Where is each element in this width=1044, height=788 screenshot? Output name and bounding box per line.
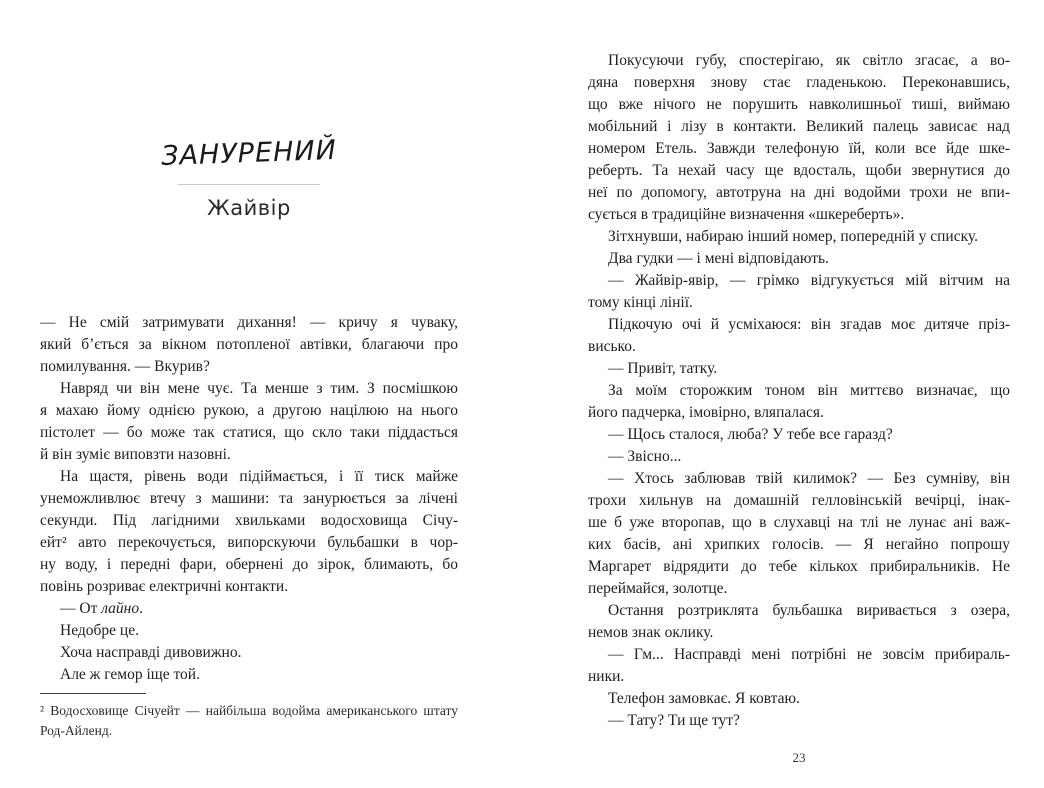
text-line: [40, 598, 458, 620]
text-line: мобільний і лізу в контакти. Великий палець зависає над: [588, 118, 1010, 135]
text-line: сується в традиційне визначення «шкереберть».: [588, 206, 905, 223]
text-line: Підкочую очі й усміхаюся: він згадав моє дитяче пріз-: [608, 316, 1010, 333]
plain-text: — От: [60, 600, 102, 617]
text-line: трохи хильнув на домашній гелловінській вечірці, інак-: [588, 492, 1010, 509]
paragraph: [588, 248, 1010, 270]
text-line: пістолет — бо може так статися, що скло таки піддасться: [40, 424, 458, 441]
text-line: — Гм... Насправді мені потрібні не зовсім прибираль-: [608, 646, 1010, 663]
text-line: Хоча насправді дивовижно.: [60, 644, 242, 661]
text-line: унеможливлює втечу з машини: та занурюється за лічені: [40, 490, 458, 507]
paragraph: [40, 466, 458, 598]
text-line: переймайся, золотце.: [588, 580, 728, 597]
text-line: Маргарет відрядити до тебе кількох прибиральників. Не: [588, 558, 1010, 575]
paragraph: [588, 358, 1010, 380]
text-line: ну воду, і передні фари, обернені до зірок, блимають, бо: [40, 556, 458, 573]
chapter-subtitle: Жайвір: [207, 196, 291, 220]
text-line: ше б уже второпав, що в слухавці на тлі не лунає ані важ-: [588, 514, 1010, 531]
paragraph: [588, 644, 1010, 688]
text-line: й він зуміє виповзти назовні.: [40, 446, 231, 463]
text-line: секунди. Під лагідними хвильками водосховища Січу-: [40, 512, 458, 529]
text-line: — Жайвір-явір, — грімко відгукується мій вітчим на: [608, 272, 1010, 289]
paragraph: [588, 710, 1010, 732]
text-line: Покусуючи губу, спостерігаю, як світло згасає, а во-: [608, 52, 1010, 69]
paragraph: [40, 378, 458, 466]
text-line: — Привіт, татку.: [608, 360, 718, 377]
italic-text: лайно: [101, 600, 140, 617]
text-line: повінь розриває електричні контакти.: [40, 578, 289, 595]
paragraph: [40, 701, 458, 741]
footnote: [40, 693, 458, 741]
text-line: немов знак оклику.: [588, 624, 714, 641]
text-line: Недобре це.: [60, 622, 139, 639]
text-line: Два гудки — і мені відповідають.: [608, 250, 829, 267]
text-line: Але ж гемор іще той.: [60, 666, 200, 683]
text-line: ² Водосховище Січуейт — найбільша водойма американського штату: [40, 703, 458, 718]
paragraph: [588, 380, 1010, 424]
text-line: — Тату? Ти ще тут?: [608, 712, 740, 729]
text-line: Зітхнувши, набираю інший номер, попередній у списку.: [608, 228, 978, 245]
text-line: — Щось сталося, люба? У тебе все гаразд?: [608, 426, 893, 443]
text-line: — Хтось заблював твій килимок? — Без сумніву, він: [608, 470, 1010, 487]
paragraph: [40, 620, 458, 642]
text-line: неї по допомогу, автотруна на дні водойми трохи не впи-: [588, 184, 1010, 201]
text-line: реберть. Та нехай часу ще вдосталь, щоби звернутися до: [588, 162, 1010, 179]
page-number: 23: [792, 750, 806, 765]
left-page-body-text: [40, 312, 458, 686]
plain-text: .: [139, 600, 143, 617]
paragraph: [40, 598, 458, 620]
paragraph: [588, 688, 1010, 710]
page-right: [588, 0, 1010, 788]
chapter-title: ЗАНУРЕНИЙ: [160, 134, 338, 173]
chapter-heading: [40, 134, 458, 220]
text-line: Род-Айленд.: [40, 723, 113, 738]
text-line: ники.: [588, 668, 625, 685]
paragraph: [588, 50, 1010, 226]
paragraph: [40, 664, 458, 686]
paragraph: [588, 424, 1010, 446]
footnote-rule: [40, 693, 146, 694]
text-line: який б’ється за вікном потопленої автівки, благаючи про: [40, 336, 458, 353]
page-left: [40, 0, 458, 788]
text-line: висько.: [588, 338, 636, 355]
text-line: — Не смій затримувати дихання! — кричу я чуваку,: [40, 314, 458, 331]
paragraph: [588, 270, 1010, 314]
paragraph: [588, 600, 1010, 644]
text-line: дяна поверхня знову стає гладенькою. Переконавшись,: [588, 74, 1010, 91]
text-line: На щастя, рівень води підіймається, і її тиск майже: [60, 468, 458, 485]
text-line: За моїм сторожким тоном він миттєво визначає, що: [608, 382, 1010, 399]
text-line: Телефон замовкає. Я ковтаю.: [608, 690, 800, 707]
text-line: що вже нічого не порушить навколишньої тиші, виймаю: [588, 96, 1010, 113]
paragraph: [588, 314, 1010, 358]
text-line: ейт² авто перекочується, випорскуючи бульбашки в чор-: [40, 534, 458, 551]
paragraph: [588, 468, 1010, 600]
paragraph: [588, 226, 1010, 248]
right-page-body-text: [588, 50, 1010, 732]
chapter-divider: [178, 184, 320, 185]
paragraph: [40, 642, 458, 664]
text-line: Остання розтриклята бульбашка виривається з озера,: [608, 602, 1010, 619]
paragraph: [40, 312, 458, 378]
text-line: ких басів, ані хрипких голосів. — Я негайно попрошу: [588, 536, 1010, 553]
text-line: Навряд чи він мене чує. Та менше з тим. З посмішкою: [60, 380, 458, 397]
text-line: помилування. — Вкурив?: [40, 358, 210, 375]
text-line: — Звісно...: [608, 448, 682, 465]
text-line: номером Етель. Завжди телефоную їй, коли все йде шке-: [588, 140, 1010, 157]
text-line: я махаю йому однією рукою, а другою націлюю на нього: [40, 402, 458, 419]
text-line: тому кінці лінії.: [588, 294, 693, 311]
footnote-text: [40, 701, 458, 741]
paragraph: [588, 446, 1010, 468]
text-line: його падчерка, імовірно, вляпалася.: [588, 404, 824, 421]
